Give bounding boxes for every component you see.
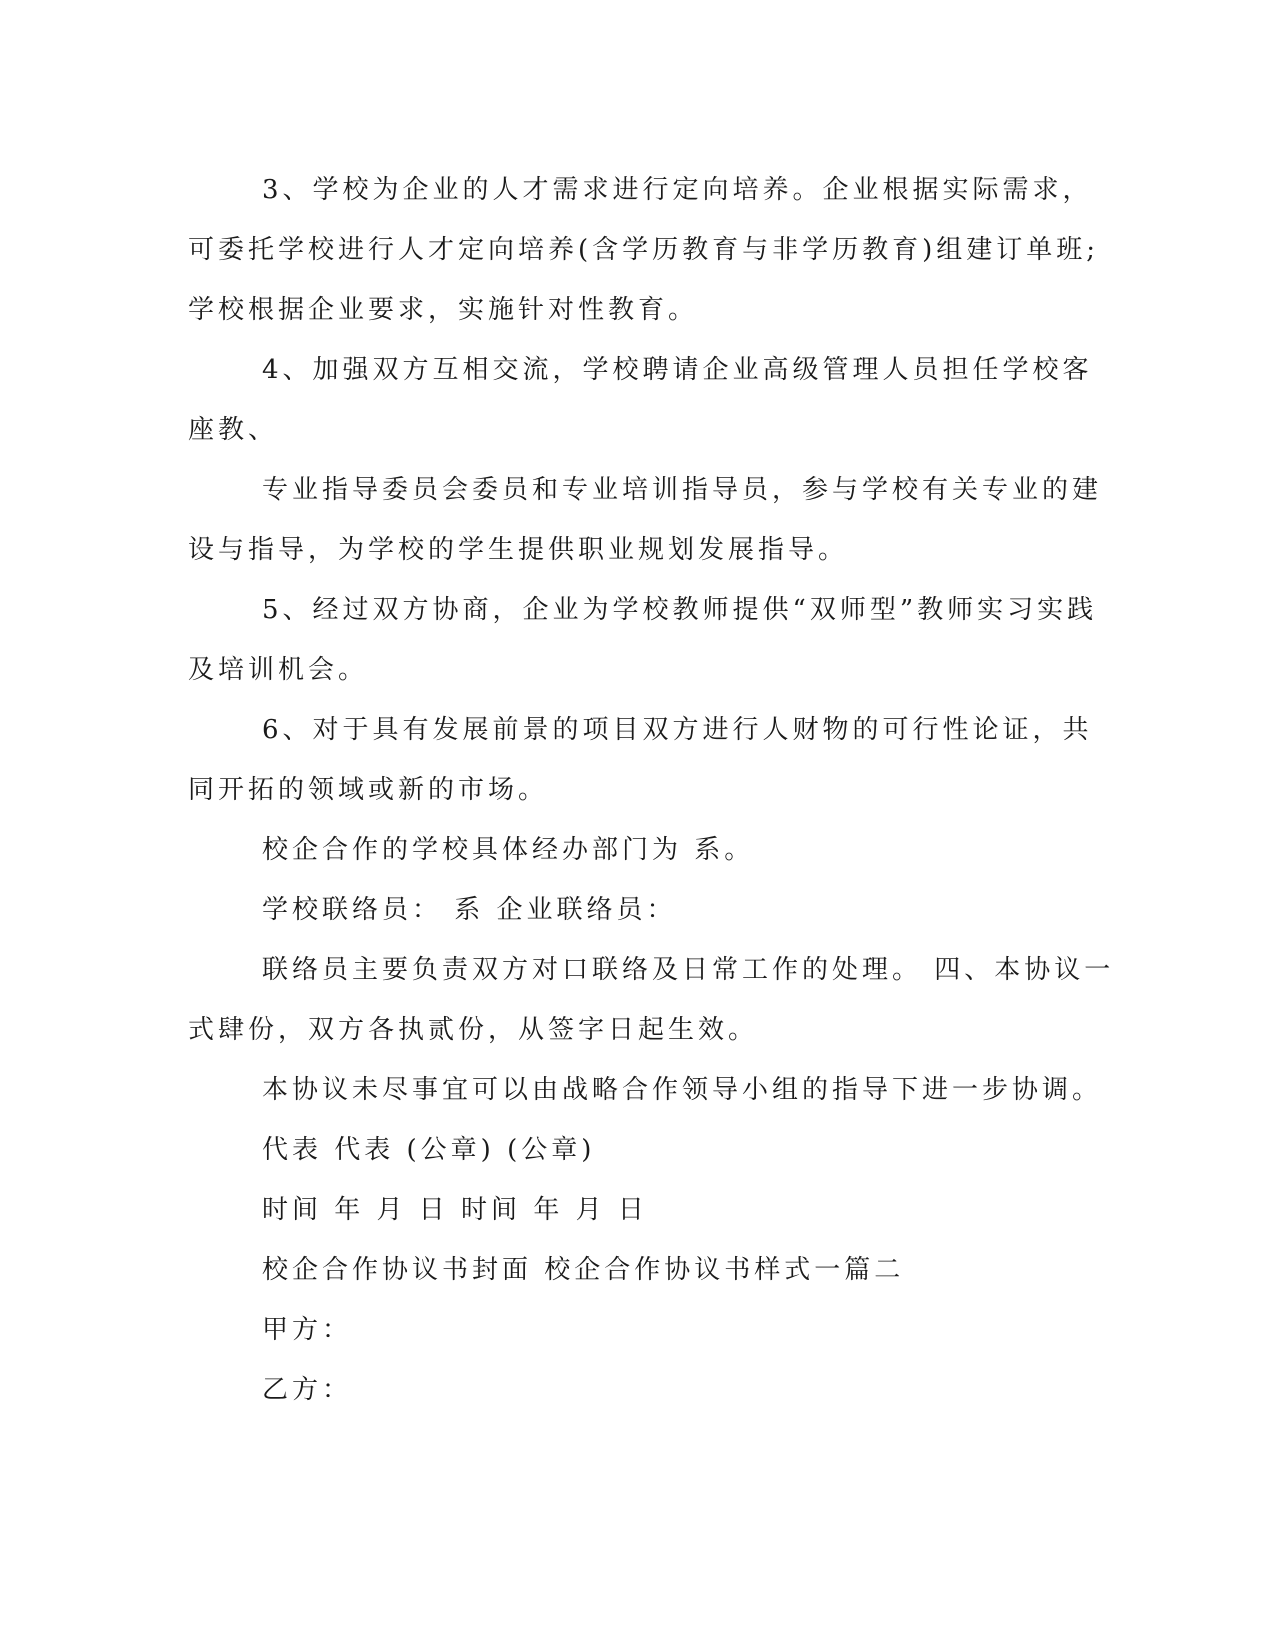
- paragraph-line: 5、经过双方协商，企业为学校教师提供“双师型”教师实习实践: [262, 595, 1098, 625]
- paragraph-line: 代表 代表 (公章) (公章): [262, 1135, 596, 1165]
- paragraph-line: 同开拓的领域或新的市场。: [188, 775, 549, 805]
- paragraph-line: 4、加强双方互相交流，学校聘请企业高级管理人员担任学校客: [262, 355, 1093, 385]
- paragraph-line: 座教、: [188, 415, 279, 445]
- paragraph-line: 甲方：: [262, 1315, 353, 1345]
- paragraph-line: 学校根据企业要求，实施针对性教育。: [188, 295, 699, 325]
- paragraph-line: 6、对于具有发展前景的项目双方进行人财物的可行性论证，共: [262, 715, 1093, 745]
- paragraph-line: 时间 年 月 日 时间 年 月 日: [262, 1195, 648, 1225]
- paragraph-line: 可委托学校进行人才定向培养(含学历教育与非学历教育)组建订单班;: [188, 235, 1100, 265]
- paragraph-line: 本协议未尽事宜可以由战略合作领导小组的指导下进一步协调。: [262, 1075, 1103, 1105]
- paragraph-line: 乙方：: [262, 1375, 353, 1405]
- paragraph-line: 3、学校为企业的人才需求进行定向培养。企业根据实际需求，: [262, 175, 1093, 205]
- paragraph-line: 式肆份，双方各执贰份，从签字日起生效。: [188, 1015, 759, 1045]
- paragraph-line: 及培训机会。: [188, 655, 369, 685]
- paragraph-line: 联络员主要负责双方对口联络及日常工作的处理。 四、本协议一: [262, 955, 1115, 985]
- paragraph-line: 学校联络员： 系 企业联络员：: [262, 895, 677, 925]
- paragraph-line: 专业指导委员会委员和专业培训指导员，参与学校有关专业的建: [262, 475, 1103, 505]
- paragraph-line: 设与指导，为学校的学生提供职业规划发展指导。: [188, 535, 849, 565]
- document-body: [188, 160, 1115, 1420]
- paragraph-line: 校企合作的学校具体经办部门为 系。: [262, 835, 755, 865]
- paragraph-line: 校企合作协议书封面 校企合作协议书样式一篇二: [262, 1255, 905, 1285]
